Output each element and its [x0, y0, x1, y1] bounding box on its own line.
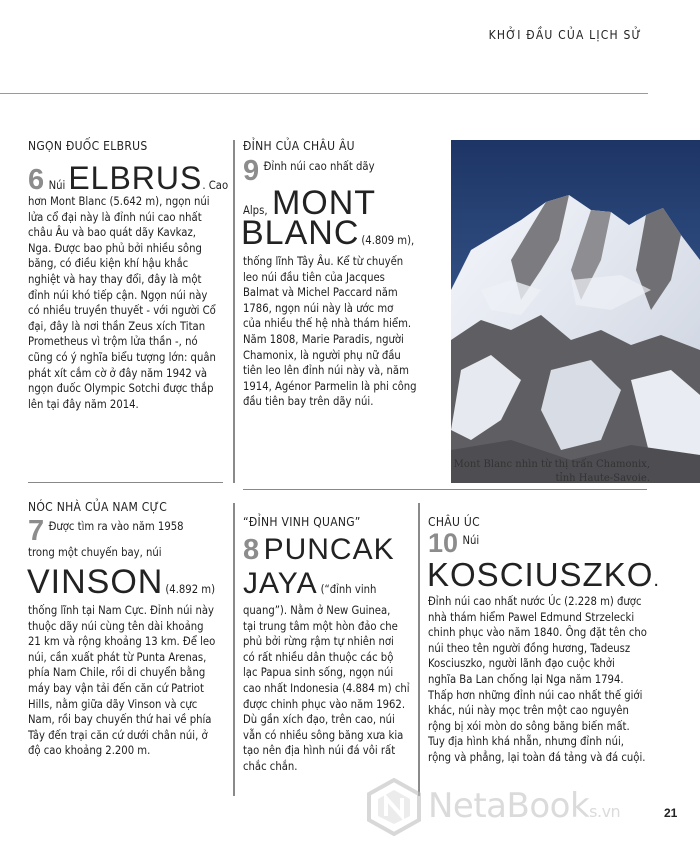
photo-caption: Mont Blanc nhìn từ thị trấn Chamonix, tỉnh Haute-Savoie. — [453, 459, 650, 484]
entry-suffix: (“đỉnh vinh — [320, 583, 377, 596]
entry-number: 9 — [243, 155, 260, 187]
entry-heading — [28, 515, 184, 548]
entry-prefix: Alps, — [243, 204, 268, 217]
column-divider — [233, 140, 235, 483]
mountain-name: MONT — [271, 184, 377, 222]
section-rule — [28, 482, 223, 483]
entry-intro: Đỉnh núi cao nhất dãy — [263, 160, 375, 173]
mont-blanc-photo — [451, 140, 700, 483]
section-title: NÓC NHÀ CỦA NAM CỰC — [28, 500, 168, 514]
entry-suffix: (4.892 m) — [165, 583, 216, 596]
entry-prefix: Núi — [462, 534, 480, 547]
watermark-logo-icon — [365, 778, 423, 836]
mountain-name: BLANC — [241, 214, 360, 252]
column-divider — [418, 503, 420, 796]
entry-suffix: . Cao — [202, 179, 229, 192]
page-number: 21 — [664, 806, 678, 820]
entry-body: hơn Mont Blanc (5.642 m), ngọn núi lửa cổ đại này là đỉnh núi cao nhất châu Âu và bao quát dãy Kavkaz, Nga. Được bao phủ bởi nhiều sông băng, có điều kiện khí hậu khắc nghiệt và hay thay đổi, đây là một đỉnh núi khó tiếp cận. Ngọn núi này có nhiều truyền thuyết - với người Cổ đại, đây là nơi thần Zeus xích Titan Prometheus vì trộm lửa thần -, nó cũng có ý nghĩa biểu tượng lớn: quân phát xít cắm cờ ở đây năm 1942 và ngọn đuốc Olympic Sotchi được thắp lên tại đây năm 2014. — [28, 195, 216, 411]
watermark-text: NetaBooks.vn — [428, 786, 621, 826]
entry-body: Đỉnh núi cao nhất nước Úc (2.228 m) được nhà thám hiểm Pawel Edmund Strzelecki chinh phục vào năm 1840. Ông đặt tên cho núi theo tên người đồng hương, Tadeusz Kosciuszko, người lãnh đạo cuộc khởi nghĩa Ba Lan chống lại Nga năm 1794. Thấp hơn những đỉnh núi cao nhất thế giới khác, núi này mọc trên một cao nguyên rộng bị xói mòn do sông băng biến mất. Tuy địa hình khá nhẵn, nhưng đỉnh núi, rộng và phẳng, lại toàn đá tảng và đá cuội. — [428, 595, 647, 764]
mountain-name: VINSON — [27, 563, 164, 601]
mountain-name: PUNCAK — [263, 533, 395, 566]
section-title: “ĐỈNH VINH QUANG” — [243, 515, 361, 529]
entry-suffix: . — [653, 569, 660, 591]
entry-heading-line — [27, 563, 215, 602]
entry-number: 6 — [28, 164, 45, 196]
entry-intro: Được tìm ra vào năm 1958 — [48, 520, 184, 533]
entry-body: thống lĩnh tại Nam Cực. Đỉnh núi này thuộc dãy núi cùng tên dài khoảng 21 km và rộng khoảng 13 km. Để leo núi, cần xuất phát từ Punta Arenas, phía Nam Chile, rồi di chuyển bằng máy bay vận tải đến căn cứ Patriot Hills, nằm giữa dãy Vinson và cực Nam, rồi bay chuyến thứ hai về phía Tây đến trại căn cứ dưới chân núi, ở độ cao khoảng 2.200 m. — [28, 604, 216, 758]
entry-number: 7 — [28, 515, 45, 547]
entry-heading-line — [427, 556, 660, 594]
entry-heading — [243, 533, 395, 567]
entry-heading — [428, 528, 479, 559]
header-rule — [0, 93, 648, 94]
section-title: ĐỈNH CỦA CHÂU ÂU — [243, 139, 355, 153]
section-title: NGỌN ĐUỐC ELBRUS — [28, 139, 148, 153]
column-divider — [233, 503, 235, 796]
entry-body: thống lĩnh Tây Âu. Kể từ chuyến leo núi đầu tiên của Jacques Balmat và Michel Paccard năm 1786, ngọn núi này là ước mơ của nhiều thế hệ nhà thám hiểm. Năm 1808, Marie Paradis, người Chamonix, là người phụ nữ đầu tiên leo lên đỉnh núi này và, năm 1914, Agénor Parmelin là phi công đầu tiên bay trên dãy núi. — [243, 255, 417, 409]
entry-body: quang”). Nằm ở New Guinea, tại trung tâm một hòn đảo che phủ bởi rừng rậm tự nhiên nơi có rất nhiều dân thuộc các bộ lạc Papua sinh sống, ngọn núi cao nhất Indonesia (4.884 m) chỉ được chinh phục vào năm 1962. Dù gần xích đạo, trên cao, núi vẫn có nhiều sông băng xưa kia tạo nên địa hình núi đá vôi rất chắc chắn. — [243, 604, 410, 773]
mountain-name: ELBRUS — [68, 160, 203, 196]
entry-heading — [28, 160, 228, 197]
entry-heading-line — [241, 214, 414, 253]
mountain-name: JAYA — [243, 567, 318, 600]
entry-prefix: Núi — [48, 179, 66, 192]
entry-number: 8 — [243, 534, 260, 566]
entry-intro: trong một chuyến bay, núi — [28, 546, 162, 559]
section-rule — [243, 489, 647, 490]
entry-number: 10 — [428, 528, 459, 558]
running-header: KHỞI ĐẦU CỦA LỊCH SỬ — [488, 28, 642, 42]
mountain-name: KOSCIUSZKO — [427, 556, 654, 593]
section-title: CHÂU ÚC — [428, 515, 480, 529]
entry-heading-line — [243, 567, 376, 601]
entry-suffix: (4.809 m), — [361, 234, 415, 247]
